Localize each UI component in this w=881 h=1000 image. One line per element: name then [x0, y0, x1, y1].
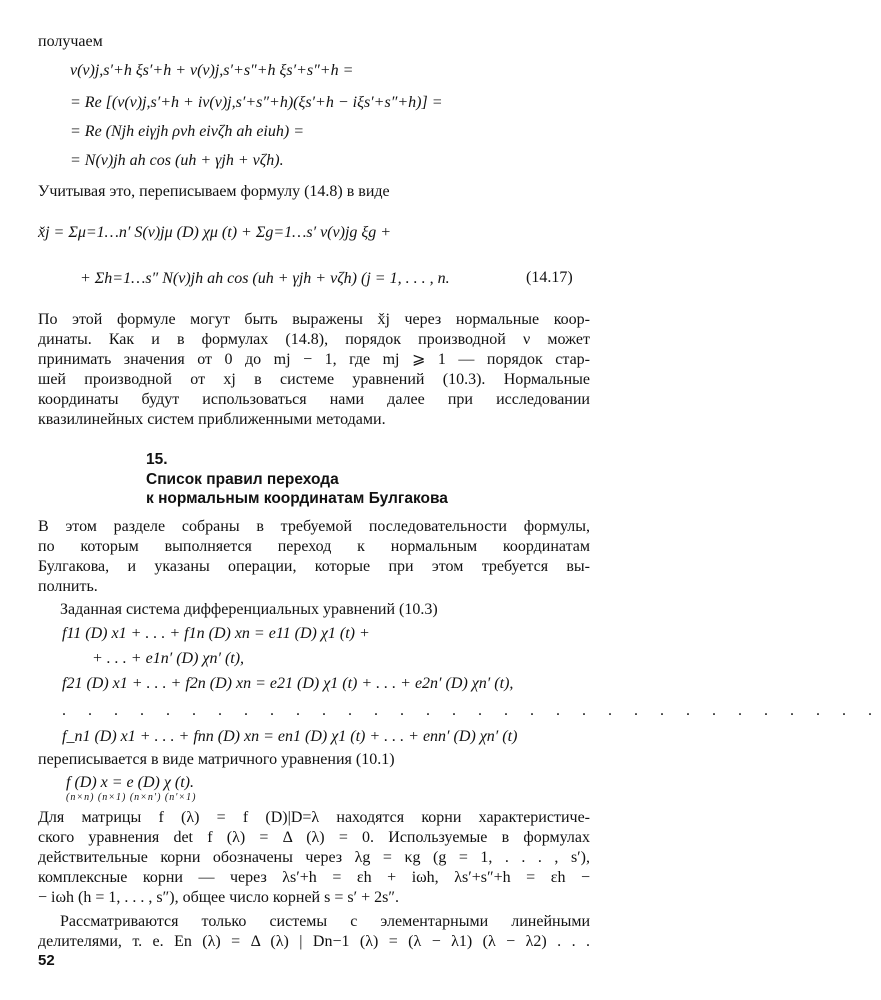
para1-line-3: принимать значения от 0 до mj − 1, где mj ⩾ 1 — порядок стар- [38, 351, 590, 368]
matrix-equation: f (D) x = e (D) χ (t). [66, 774, 195, 791]
para3-line-5: − iωh (h = 1, . . . , s″), общее число корней s = s′ + 2s″. [38, 889, 400, 906]
text-matrix-form: переписывается в виде матричного уравнения (10.1) [38, 751, 395, 768]
eq1-line-2: = Re [(v(ν)j,s′+h + iv(ν)j,s′+s″+h)(ξs′+h − iξs′+s″+h)] = [70, 94, 443, 111]
para4-line-1: Рассматриваются только системы с элементарными линейными [60, 913, 590, 930]
system-line-1: f11 (D) x1 + . . . + f1n (D) xn = e11 (D) χ1 (t) + [62, 625, 370, 642]
para2-line-2: по которым выполняется переход к нормальным координатам [38, 538, 590, 555]
text-rewrite-formula: Учитывая это, переписываем формулу (14.8) в виде [38, 183, 390, 200]
para1-line-5: координаты будут использоваться нами далее при исследовании [38, 391, 590, 408]
para3-line-2: ского уравнения det f (λ) = Δ (λ) = 0. Используемые в формулах [38, 829, 590, 846]
eq1-line-3: = Re (Njh eiγjh ρνh eiνζh ah eiuh) = [70, 123, 304, 140]
eq1-line-1: v(ν)j,s′+h ξs′+h + v(ν)j,s′+s″+h ξs′+s″+h = [70, 62, 354, 79]
para3-line-3: действительные корни обозначены через λg = κg (g = 1, . . . , s′), [38, 849, 590, 866]
page-number: 52 [38, 952, 55, 969]
section-title-line-1: Список правил перехода [146, 471, 339, 488]
text-given-system: Заданная система дифференциальных уравнений (10.3) [60, 601, 438, 618]
system-line-4: f_n1 (D) x1 + . . . + fnn (D) xn = en1 (D) χ1 (t) + . . . + enn′ (D) χn′ (t) [62, 728, 518, 745]
eq2-line-2: + Σh=1…s″ N(ν)jh ah cos (uh + γjh + νζh) (j = 1, . . . , n. [80, 270, 450, 287]
para2-line-4: полнить. [38, 578, 98, 595]
system-line-2: + . . . + e1n′ (D) χn′ (t), [92, 650, 245, 667]
eq1-line-4: = N(ν)jh ah cos (uh + γjh + νζh). [70, 152, 284, 169]
para3-line-1: Для матрицы f (λ) = f (D)|D=λ находятся корни характеристиче- [38, 809, 590, 826]
para4-line-2: делителями, т. е. En (λ) = Δ (λ) | Dn−1 (λ) = (λ − λ1) (λ − λ2) . . . [38, 933, 590, 950]
system-line-3: f21 (D) x1 + . . . + f2n (D) xn = e21 (D) χ1 (t) + . . . + e2n′ (D) χn′ (t), [62, 675, 514, 692]
eq2-number: (14.17) [526, 269, 573, 286]
para1-line-4: шей производной от xj в системе уравнений (10.3). Нормальные [38, 371, 590, 388]
matrix-dimensions: (n×n) (n×1) (n×n′) (n′×1) [66, 792, 197, 803]
section-number: 15. [146, 451, 168, 468]
para1-line-6: квазилинейных систем приближенными методами. [38, 411, 386, 428]
system-dots-row: . . . . . . . . . . . . . . . . . . . . . . . . . . . . . . . . [62, 702, 881, 719]
para3-line-4: комплексные корни — через λs′+h = εh + iωh, λs′+s″+h = εh − [38, 869, 590, 886]
intro-word: получаем [38, 33, 103, 50]
eq2-line-1: x̌j = Σμ=1…n′ S(ν)jμ (D) χμ (t) + Σg=1…s′ v(ν)jg ξg + [38, 224, 392, 241]
para2-line-1: В этом разделе собраны в требуемой последовательности формулы, [38, 518, 590, 535]
para2-line-3: Булгакова, и указаны операции, которые при этом требуется вы- [38, 558, 590, 575]
section-title-line-2: к нормальным координатам Булгакова [146, 490, 448, 507]
para1-line-1: По этой формуле могут быть выражены x̌j через нормальные коор- [38, 311, 590, 328]
para1-line-2: динаты. Как и в формулах (14.8), порядок производной ν может [38, 331, 590, 348]
